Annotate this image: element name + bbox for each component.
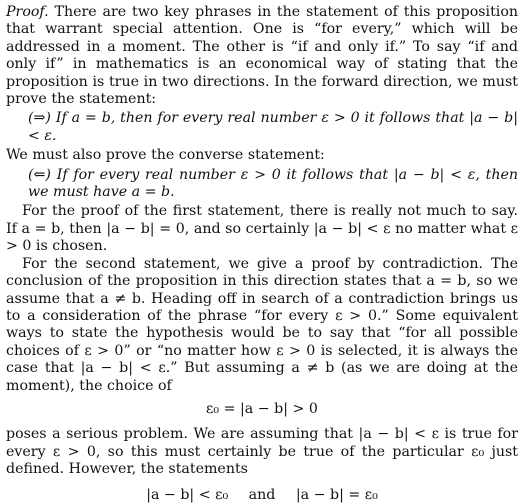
converse-statement: (⇐) If for every real number ε > 0 it follows that |a − b| < ε, then we must have a = b. [28, 166, 518, 201]
statement-less-than: |a − b| < ε₀ [146, 486, 229, 503]
proof-label: Proof. [6, 4, 49, 20]
statement-equal: |a − b| = ε₀ [295, 486, 378, 503]
second-statement-proof: For the second statement, we give a proof by contradiction. The conclusion of the proposition in this direction states that a = b, so we assume that a ≠ b. Heading off in search of a contradiction brings us to a consideration of the phrase “for every ε > 0.” Some equivalent ways to state the hypothesis would be to say that “for all possible choices of ε > 0” or “no matter how ε > 0 is selected, it is always the case that |a − b| < ε.” But assuming a ≠ b (as we are doing at the moment), the choice of [6, 255, 518, 394]
proof-paragraph-intro [6, 4, 518, 108]
proof-intro-text: There are two key phrases in the statement of this proposition that warrant special attention. One is “for every,” which will be addressed in a moment. The other is “if and only if.” To say “if and only if” in mathematics is an economical way of stating that the proposition is true in two directions. In the forward direction, we must prove the statement: [6, 4, 518, 108]
statements-display [6, 487, 518, 504]
forward-statement: (⇒) If a = b, then for every real number ε > 0 it follows that |a − b| < ε. [28, 110, 518, 144]
converse-intro: We must also prove the converse statement: [6, 147, 325, 164]
first-statement-proof: For the proof of the first statement, there is really not much to say. If a = b, then |a − b| = 0, and so certainly |a − b| < ε no matter what ε > 0 is chosen. [6, 203, 518, 255]
proof-page [6, 4, 518, 504]
epsilon-zero-equation: ε₀ = |a − b| > 0 [206, 400, 318, 417]
statement-and: and [248, 486, 276, 503]
serious-problem-paragraph: poses a serious problem. We are assuming that |a − b| < ε is true for every ε > 0, so this must certainly be true of the particular ε₀ just defined. However, the statements [6, 426, 518, 478]
